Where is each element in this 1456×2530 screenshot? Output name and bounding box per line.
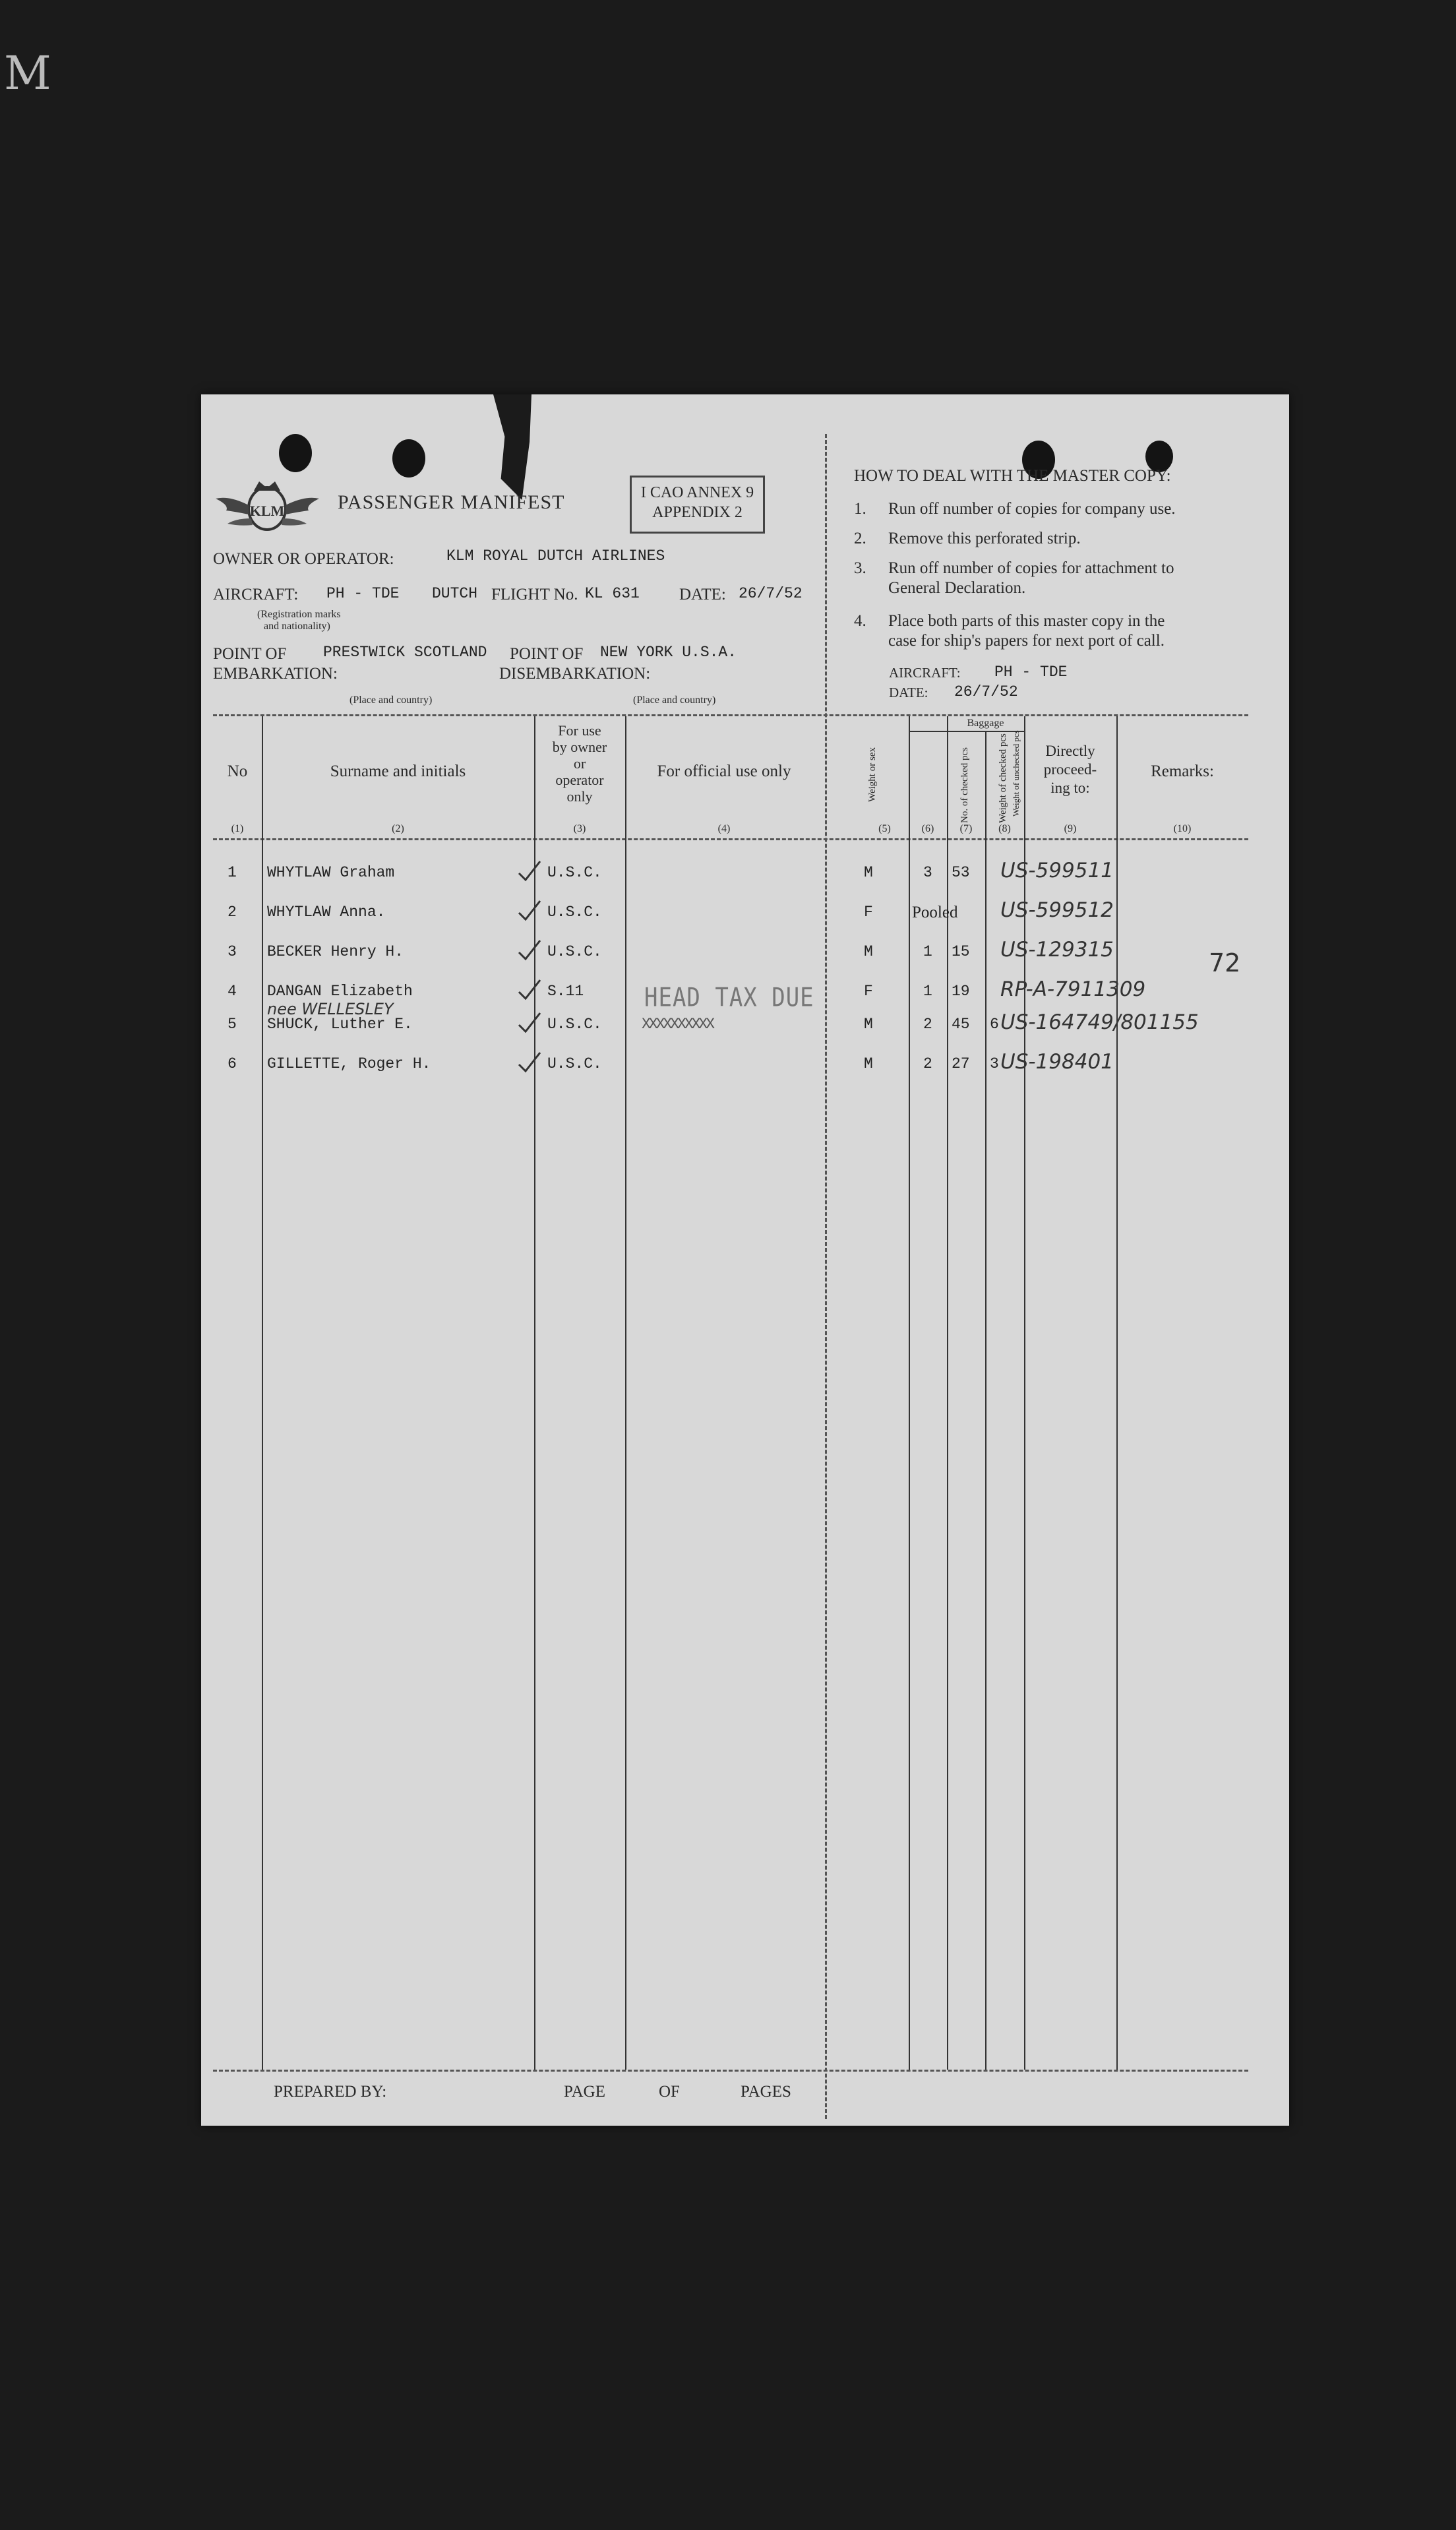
aircraft-name: DUTCH <box>432 585 478 602</box>
row-pieces: 2 <box>923 1055 932 1072</box>
page-title: PASSENGER MANIFEST <box>338 491 565 513</box>
row-remarks: RP-A-7911309 <box>1000 977 1146 1001</box>
margin-note: 72 <box>1209 948 1241 977</box>
col-surname: Surname and initials <box>330 762 466 780</box>
col-for-use-line: by owner <box>552 739 607 755</box>
col-for-use <box>534 722 625 805</box>
row-pieces: 3 <box>923 864 932 881</box>
col-num: (8) <box>998 823 1011 834</box>
col-for-use-line: only <box>566 788 593 805</box>
date-value: 26/7/52 <box>739 585 803 602</box>
row-pieces: Pooled <box>912 904 958 921</box>
row-official: XXXXXXXXXX <box>642 1016 713 1033</box>
flight-label: FLIGHT No. <box>491 586 578 603</box>
row-number: 1 <box>228 864 237 881</box>
row-weight: 15 <box>952 943 970 960</box>
checkmark-icon <box>516 1012 543 1034</box>
aircraft-value: PH - TDE <box>326 585 400 602</box>
manifest-sheet <box>201 394 1289 2126</box>
row-pieces: 2 <box>923 1016 932 1033</box>
registration-note-1: (Registration marks <box>257 609 341 620</box>
col-num: (1) <box>231 823 244 834</box>
instructions-date-label: DATE: <box>889 685 928 700</box>
row-sex: M <box>864 943 873 960</box>
row-remarks: US-164749/801155 <box>1000 1010 1199 1034</box>
checkmark-icon <box>516 1051 543 1074</box>
col-num: (3) <box>573 823 586 834</box>
row-unchecked: 3 <box>990 1055 999 1072</box>
col-directly-line: Directly <box>1045 743 1095 759</box>
punch-hole <box>392 439 425 478</box>
embark-label-2: EMBARKATION: <box>213 665 338 683</box>
embark-value: PRESTWICK SCOTLAND <box>323 644 487 661</box>
col-pieces: No. of checked pcs <box>959 747 970 823</box>
instructions-aircraft-value: PH - TDE <box>994 663 1068 681</box>
pages-label: PAGES <box>741 2083 791 2101</box>
aircraft-label: AIRCRAFT: <box>213 586 299 603</box>
row-sex: F <box>864 983 873 1000</box>
row-unchecked: 6 <box>990 1016 999 1033</box>
row-name: WHYTLAW Graham <box>267 864 395 881</box>
annex-line-2: APPENDIX 2 <box>652 504 743 521</box>
row-name: DANGAN Elizabeth <box>267 983 413 1000</box>
instruction-4-text-2: case for ship's papers for next port of call. <box>888 632 1165 650</box>
col-for-use-line: operator <box>555 772 604 788</box>
col-directly-line: ing to: <box>1050 780 1090 796</box>
row-weight: 19 <box>952 983 970 1000</box>
row-use: U.S.C. <box>547 1055 602 1072</box>
row-sex: M <box>864 864 873 881</box>
row-pieces: 1 <box>923 943 932 960</box>
row-use: S.11 <box>547 983 584 1000</box>
col-weight: Weight of checked pcs <box>998 733 1008 823</box>
row-name: WHYTLAW Anna. <box>267 904 386 921</box>
col-for-use-line: or <box>573 755 586 772</box>
col-directly-line: proceed- <box>1043 761 1097 778</box>
place-country-1: (Place and country) <box>349 694 433 706</box>
registration-note-2: and nationality) <box>264 621 330 632</box>
row-weight: 27 <box>952 1055 970 1072</box>
row-number: 3 <box>228 943 237 960</box>
row-use: U.S.C. <box>547 864 602 881</box>
col-num: (4) <box>717 823 731 834</box>
torn-notch <box>493 394 531 500</box>
row-remarks: US-599511 <box>1000 859 1114 882</box>
checkmark-icon <box>516 939 543 962</box>
table-header-bottom-rule <box>213 838 1248 840</box>
col-num: (10) <box>1173 823 1192 834</box>
disembark-label-1: POINT OF <box>510 645 584 663</box>
col-num: (9) <box>1064 823 1077 834</box>
col-num: (5) <box>878 823 891 834</box>
klm-winged-crown-logo-icon <box>213 472 322 535</box>
row-maiden-name: nee WELLESLEY <box>267 1000 394 1018</box>
row-remarks: US-198401 <box>1000 1050 1114 1074</box>
corner-mark: M <box>4 46 51 100</box>
row-number: 2 <box>228 904 237 921</box>
instruction-3-num: 3. <box>854 559 866 577</box>
date-label: DATE: <box>679 586 726 603</box>
col-remarks: Remarks: <box>1151 762 1214 780</box>
row-name: SHUCK, Luther E. <box>267 1016 413 1033</box>
embark-label-1: POINT OF <box>213 645 287 663</box>
baggage-rule <box>909 731 1024 732</box>
prepared-by-label: PREPARED BY: <box>274 2083 387 2101</box>
instruction-2-text: Remove this perforated strip. <box>888 530 1081 547</box>
row-sex: F <box>864 904 873 921</box>
column-line <box>1116 716 1118 2070</box>
place-country-2: (Place and country) <box>633 694 716 706</box>
col-num: (2) <box>392 823 404 834</box>
instruction-3-text-2: General Declaration. <box>888 579 1026 597</box>
table-bottom-rule <box>213 2070 1248 2072</box>
annex-box <box>630 476 765 534</box>
col-unchecked: Weight of unchecked pcs <box>1011 730 1021 817</box>
col-baggage: Baggage <box>967 718 1004 729</box>
head-tax-stamp: HEAD TAX DUE <box>644 983 814 1013</box>
row-pieces: 1 <box>923 983 932 1000</box>
instruction-4-num: 4. <box>854 612 866 630</box>
punch-hole <box>279 434 312 472</box>
col-no: No <box>227 762 248 780</box>
instruction-3-text: Run off number of copies for attachment to <box>888 559 1174 577</box>
instruction-4-text: Place both parts of this master copy in the <box>888 612 1165 630</box>
col-sex: Weight or sex <box>867 747 878 802</box>
owner-label: OWNER OR OPERATOR: <box>213 550 394 568</box>
col-directly <box>1024 742 1116 797</box>
checkmark-icon <box>516 979 543 1001</box>
instructions-date-value: 26/7/52 <box>954 683 1018 700</box>
instruction-1-num: 1. <box>854 500 866 518</box>
instruction-2-num: 2. <box>854 530 866 547</box>
flight-value: KL 631 <box>585 585 640 602</box>
col-official: For official use only <box>657 762 791 780</box>
row-name: BECKER Henry H. <box>267 943 404 960</box>
column-line <box>262 716 263 2070</box>
row-use: U.S.C. <box>547 943 602 960</box>
row-sex: M <box>864 1016 873 1033</box>
col-num: (7) <box>959 823 973 834</box>
owner-value: KLM ROYAL DUTCH AIRLINES <box>446 547 665 565</box>
row-number: 5 <box>228 1016 237 1033</box>
row-sex: M <box>864 1055 873 1072</box>
col-num: (6) <box>921 823 934 834</box>
page-label: PAGE <box>564 2083 605 2101</box>
of-label: OF <box>659 2083 680 2101</box>
row-name: GILLETTE, Roger H. <box>267 1055 431 1072</box>
row-weight: 53 <box>952 864 970 881</box>
instruction-1-text: Run off number of copies for company use. <box>888 500 1176 518</box>
annex-line-1: I CAO ANNEX 9 <box>640 484 754 501</box>
checkmark-icon <box>516 900 543 922</box>
row-remarks: US-129315 <box>1000 938 1114 962</box>
row-number: 4 <box>228 983 237 1000</box>
column-line <box>625 716 626 2070</box>
perforated-strip-line <box>825 434 827 2119</box>
svg-text:KLM: KLM <box>249 503 285 519</box>
row-use: U.S.C. <box>547 1016 602 1033</box>
row-use: U.S.C. <box>547 904 602 921</box>
row-remarks: US-599512 <box>1000 898 1114 922</box>
column-line <box>909 716 910 2070</box>
col-for-use-line: For use <box>558 722 601 739</box>
checkmark-icon <box>516 860 543 882</box>
column-line <box>985 731 986 2070</box>
disembark-value: NEW YORK U.S.A. <box>600 644 737 661</box>
instructions-aircraft-label: AIRCRAFT: <box>889 665 961 681</box>
table-top-rule <box>213 714 1248 716</box>
instructions-title: HOW TO DEAL WITH THE MASTER COPY: <box>854 467 1171 485</box>
row-number: 6 <box>228 1055 237 1072</box>
disembark-label-2: DISEMBARKATION: <box>499 665 651 683</box>
row-weight: 45 <box>952 1016 970 1033</box>
